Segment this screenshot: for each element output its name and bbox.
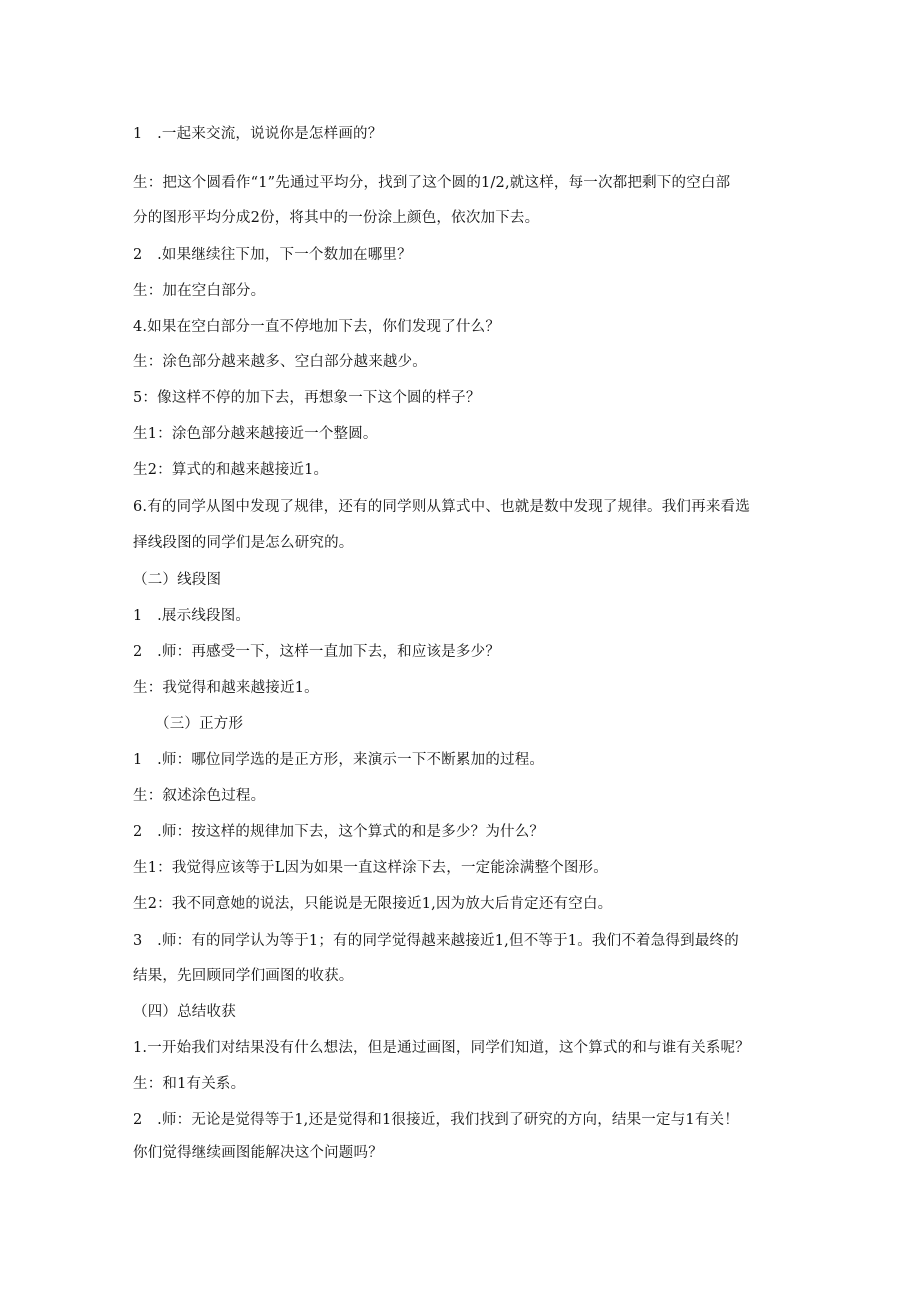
text-line: 3 .师：有的同学认为等于1；有的同学觉得越来越接近1,但不等于1。我们不着急得到最终的 <box>133 933 739 949</box>
text-line: 1.一开始我们对结果没有什么想法，但是通过画图，同学们知道，这个算式的和与谁有关系呢？ <box>133 1040 750 1056</box>
text-line: 择线段图的同学们是怎么研究的。 <box>133 535 354 551</box>
text-line: 4.如果在空白部分一直不停地加下去，你们发现了什么？ <box>133 319 501 335</box>
text-line: 生：把这个圆看作“1”先通过平均分，找到了这个圆的1/2,就这样，每一次都把剩下的空白部 <box>133 175 731 191</box>
text-line: 生1：涂色部分越来越接近一个整圆。 <box>133 426 378 442</box>
text-line: 生：我觉得和越来越接近1。 <box>133 680 319 696</box>
text-line: 1 .一起来交流，说说你是怎样画的？ <box>133 126 383 142</box>
text-line: 生1：我觉得应该等于L因为如果一直这样涂下去，一定能涂满整个图形。 <box>133 860 608 876</box>
text-line: 生：和1有关系。 <box>133 1076 246 1092</box>
text-line: 生2：算式的和越来越接近1。 <box>133 462 329 478</box>
text-line: 1 .展示线段图。 <box>133 608 251 624</box>
section-heading: （四）总结收获 <box>133 1004 236 1020</box>
text-line: 1 .师：哪位同学选的是正方形，来演示一下不断累加的过程。 <box>133 752 545 768</box>
text-line: 结果，先回顾同学们画图的收获。 <box>133 968 354 984</box>
text-line: 2 .师：再感受一下，这样一直加下去，和应该是多少？ <box>133 644 501 660</box>
text-line: 生：涂色部分越来越多、空白部分越来越少。 <box>133 354 427 370</box>
text-line: 5：像这样不停的加下去，再想象一下这个圆的样子？ <box>133 390 481 406</box>
text-line: 2 .师：无论是觉得等于1,还是觉得和1很接近，我们找到了研究的方向，结果一定与1有关！ <box>133 1112 739 1128</box>
text-line: 你们觉得继续画图能解决这个问题吗？ <box>133 1145 383 1161</box>
text-line: 2 .师：按这样的规律加下去，这个算式的和是多少？为什么？ <box>133 824 545 840</box>
text-line: 生2：我不同意她的说法，只能说是无限接近1,因为放大后肯定还有空白。 <box>133 896 613 912</box>
text-line: 分的图形平均分成2份，将其中的一份涂上颜色，依次加下去。 <box>133 210 540 226</box>
text-line: 2 .如果继续往下加，下一个数加在哪里？ <box>133 247 412 263</box>
section-heading: （二）线段图 <box>133 572 222 588</box>
text-line: 生：叙述涂色过程。 <box>133 788 266 804</box>
text-line: 生：加在空白部分。 <box>133 283 266 299</box>
section-heading: （三）正方形 <box>155 716 244 732</box>
text-line: 6.有的同学从图中发现了规律，还有的同学则从算式中、也就是数中发现了规律。我们再来看选 <box>133 499 750 515</box>
